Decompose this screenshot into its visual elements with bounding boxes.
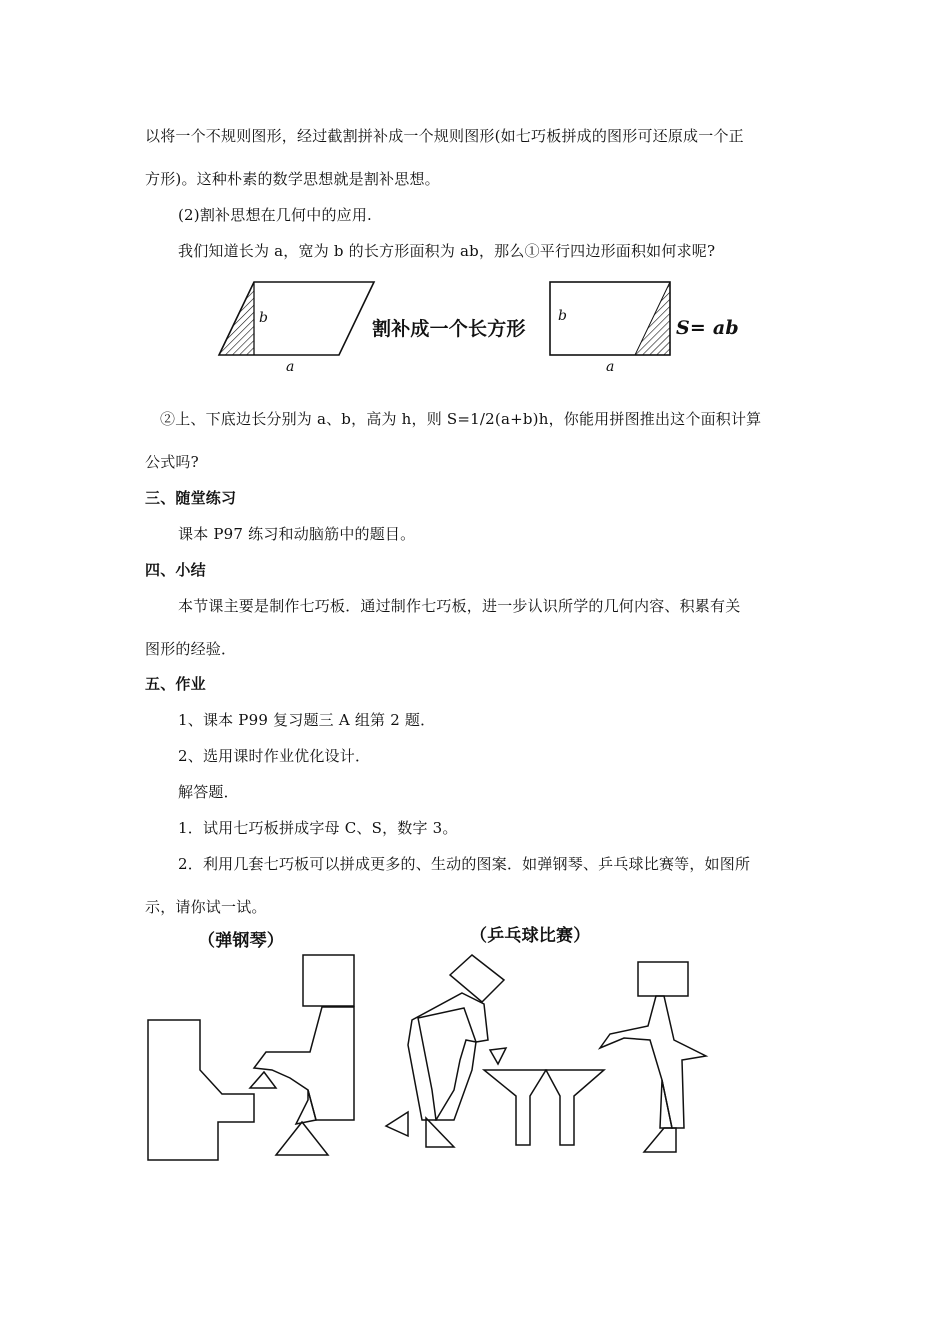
label-pingpong: （乒乓球比赛） <box>470 926 591 946</box>
label-a-right: a <box>606 359 615 375</box>
pingpong-player-left <box>386 955 506 1147</box>
paragraph-line: (2)割补思想在几何中的应用. <box>178 206 373 224</box>
right-player-foot <box>644 1128 676 1152</box>
table-right-half <box>546 1070 604 1145</box>
paragraph-line: 课本 P97 练习和动脑筋中的题目。 <box>178 525 416 543</box>
paragraph-line: 以将一个不规则图形，经过截割拼补成一个规则图形(如七巧板拼成的图形可还原成一个正 <box>145 127 744 145</box>
section-heading: 四、小结 <box>145 561 206 579</box>
label-a-left: a <box>286 359 295 375</box>
paragraph-line: 方形)。这种朴素的数学思想就是割补思想。 <box>145 170 440 188</box>
paragraph-line: 本节课主要是制作七巧板．通过制作七巧板，进一步认识所学的几何内容、积累有关 <box>178 597 741 615</box>
pingpong-table <box>484 1070 604 1145</box>
paragraph-line: 公式吗? <box>145 453 199 471</box>
paragraph-line: 图形的经验． <box>145 640 237 658</box>
label-piano: （弹钢琴） <box>198 931 284 951</box>
paragraph-line: 我们知道长为 a，宽为 b 的长方形面积为 ab，那么①平行四边形面积如何求呢? <box>178 242 716 260</box>
left-player-foot <box>426 1118 454 1147</box>
stool <box>276 1122 328 1155</box>
homework-item: 示，请你试一试。 <box>145 898 267 916</box>
piano-shape <box>148 1020 254 1160</box>
pingpong-player-right <box>600 962 706 1152</box>
paddle-triangle <box>490 1048 506 1064</box>
player-hand <box>250 1072 276 1088</box>
label-b-right: b <box>558 308 568 324</box>
left-player-leg <box>436 1040 476 1120</box>
player-body <box>254 1007 354 1120</box>
label-b-left: b <box>259 310 269 326</box>
section-heading: 三、随堂练习 <box>145 489 237 507</box>
table-left-half <box>484 1070 546 1145</box>
right-player-head <box>638 962 688 996</box>
piano-player-tangram <box>148 955 354 1160</box>
section-heading: 五、作业 <box>145 675 206 693</box>
homework-item: 2．利用几套七巧板可以拼成更多的、生动的图案．如弹钢琴、乒乓球比赛等，如图所 <box>178 855 751 873</box>
player-head <box>303 955 354 1006</box>
homework-item: 1、课本 P99 复习题三 A 组第 2 题． <box>178 711 436 729</box>
paragraph-line: ②上、下底边长分别为 a、b，高为 h，则 S=1/2(a+b)h，你能用拼图推出这个面积计算 <box>160 410 762 428</box>
player-leg <box>296 1090 316 1124</box>
ball-triangle <box>386 1112 408 1136</box>
figure-caption: 割补成一个长方形 <box>372 318 526 340</box>
homework-item: 2、选用课时作业优化设计． <box>178 747 371 765</box>
area-formula: S= ab <box>676 317 739 339</box>
right-player-leg <box>660 1080 672 1128</box>
homework-item: 1．试用七巧板拼成字母 C、S，数字 3。 <box>178 819 458 837</box>
homework-item: 解答题． <box>178 783 239 801</box>
right-player-body <box>600 996 706 1128</box>
